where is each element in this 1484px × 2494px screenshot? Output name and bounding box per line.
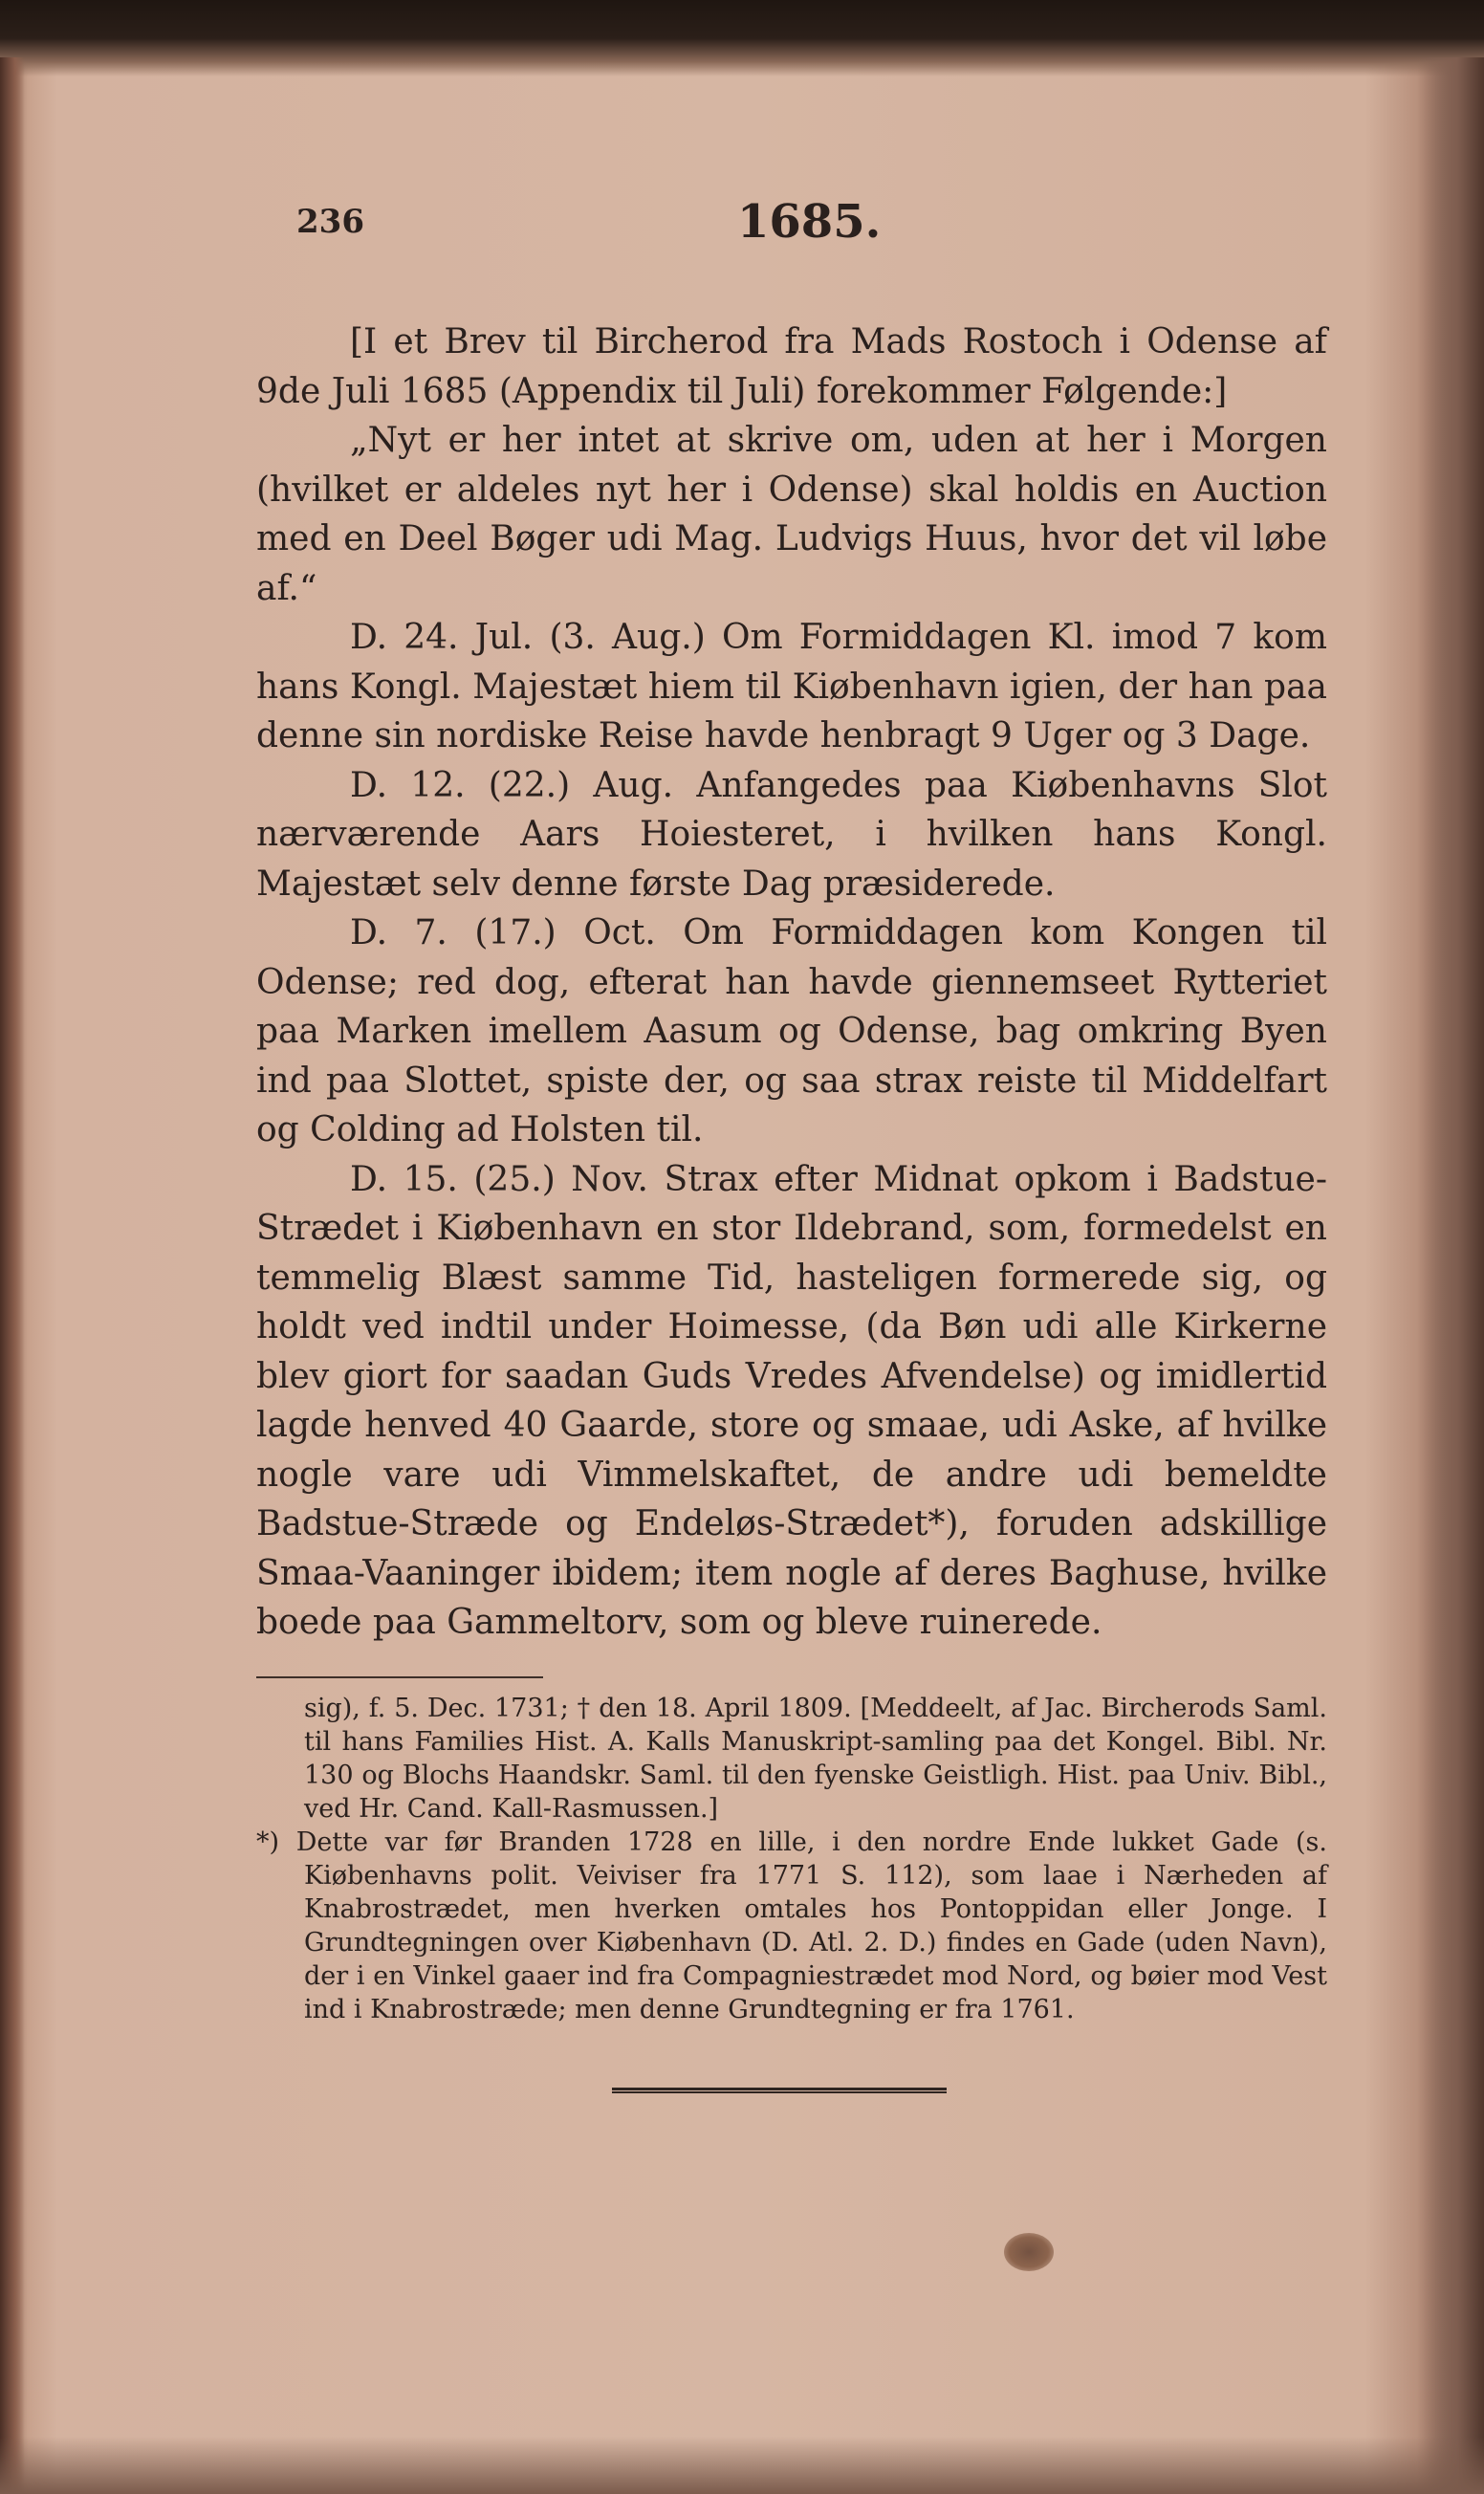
footnote-continuation: sig), f. 5. Dec. 1731; † den 18. April 1809. [Meddeelt, af Jac. Bircherods Saml. til hans Families Hist. A. Kalls Manuskript-samling paa det Kongel. Bibl. Nr. 130 og Blochs Haandskr. Saml. til den fyenske Geistligh. Hist. paa Univ. Bibl., ved Hr. Cand. Kall-Rasmussen.]: [304, 1693, 1327, 1824]
end-rule: [612, 2088, 947, 2093]
footnote-separator: [256, 1676, 543, 1678]
book-fore-edge: [1417, 57, 1484, 2494]
page-header: [256, 191, 1327, 258]
page-content: [256, 191, 1327, 2026]
entry-paragraph: D. 24. Jul. (3. Aug.) Om Formiddagen Kl. imod 7 kom hans Kongl. Majestæt hiem til Kiøbenhavn igien, der han paa denne sin nordiske Reise havde henbragt 9 Uger og 3 Dage.: [256, 618, 1327, 755]
entry-paragraph: D. 15. (25.) Nov. Strax efter Midnat opkom i Badstue-Strædet i Kiøbenhavn en stor Ildebrand, som, formedelst en temmelig Blæst samme Tid, hasteligen formerede sig, og holdt ved indtil under Hoimesse, (da Bøn udi alle Kirkerne blev giort for saadan Guds Vredes Afvendelse) og imidlertid lagde henved 40 Gaarde, store og smaae, udi Aske, af hvilke nogle vare udi Vimmelskaftet, de andre udi bemeldte Badstue-Stræde og Endeløs-Strædet*), foruden adskillige Smaa-Vaaninger ibidem; item nogle af deres Baghuse, hvilke boede paa Gammeltorv, som og bleve ruinerede.: [256, 1159, 1327, 1642]
running-head-year: 1685.: [737, 195, 882, 249]
book-binding-edge: [0, 57, 25, 2494]
footnote: *) Dette var før Branden 1728 en lille, i den nordre Ende lukket Gade (s. Kiøbenhavns polit. Veiviser fra 1771 S. 112), som laae i Nærheden af Knabrostrædet, men hverken omtales hos Pontoppidan eller Jonge. I Grundtegningen over Kiøbenhavn (D. Atl. 2. D.) findes en Gade (uden Navn), der i en Vinkel gaaer ind fra Compagniestrædet mod Nord, og bøier mod Vest ind i Knabrostræde; men denne Grundtegning er fra 1761.: [256, 1827, 1327, 2024]
body-text: [256, 317, 1327, 1648]
page-number: 236: [296, 203, 364, 241]
entry-paragraph: D. 7. (17.) Oct. Om Formiddagen kom Kongen til Odense; red dog, efterat han havde giennemseet Rytteriet paa Marken imellem Aasum og Odense, bag omkring Byen ind paa Slottet, spiste der, og saa strax reiste til Middelfart og Colding ad Holsten til.: [256, 913, 1327, 1149]
bracketed-note-paragraph: [I et Brev til Bircherod fra Mads Rostoch i Odense af 9de Juli 1685 (Appendix til Juli) forekommer Følgende:]: [256, 322, 1327, 411]
footnotes: [256, 1692, 1327, 2026]
library-stamp: [1004, 2233, 1054, 2271]
book-top-edge: [0, 0, 1484, 77]
entry-paragraph: D. 12. (22.) Aug. Anfangedes paa Kiøbenhavns Slot nærværende Aars Hoiesteret, i hvilken hans Kongl. Majestæt selv denne første Dag præsiderede.: [256, 765, 1327, 904]
book-bottom-edge: [0, 2437, 1484, 2494]
quotation-paragraph: „Nyt er her intet at skrive om, uden at her i Morgen (hvilket er aldeles nyt her i Odense) skal holdis en Auction med en Deel Bøger udi Mag. Ludvigs Huus, hvor det vil løbe af.“: [256, 421, 1327, 608]
